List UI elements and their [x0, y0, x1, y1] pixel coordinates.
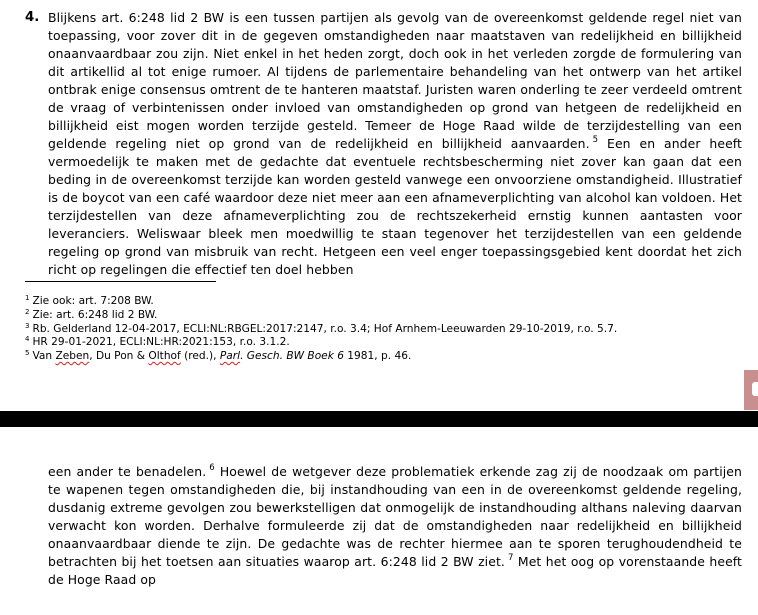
paragraph-number: 4.: [25, 10, 40, 25]
footnote-2: $^2$ Zie: art. 6:248 lid 2 BW.: [25, 307, 158, 321]
footnote-separator: [25, 281, 216, 282]
spellcheck-underline[interactable]: Parl: [219, 350, 241, 363]
side-panel-tab[interactable]: [744, 370, 758, 410]
tab-notch: [752, 382, 758, 396]
footnote-ref-5[interactable]: 5: [592, 135, 599, 145]
footnote-3: $^3$ Rb. Gelderland 12-04-2017, ECLI:NL:RBGEL:2017:2147, r.o. 3.4; Hof Arnhem-Leeuwarden 29-10-2019, r.o. 5.7.: [25, 321, 618, 335]
paragraph-text-part-2: Een en ander heeft vermoedelijk te maken met de gedachte dat eventuele rechtsbescherming niet zover kan gaan dat een beding in de overeenkomst terzijde kan worden gesteld vanwege een onvoorziene omstandigheid. Illustratief is de boycot van een café waardoor deze niet meer aan een afnameverplichting van alcohol kan voldoen. Het terzijdestellen van deze afnameverplichting zou de rechtszekerheid ernstig kunnen aantasten voor leveranciers. Weliswaar bleek men moedwillig te staan tegenover het terzijdestellen van een geldende regeling op grond van misbruik van recht. Hetgeen een veel enger toepassingsgebied kent doordat het zich richt op regelingen die effectief ten doel hebben: [48, 136, 743, 277]
footnotes: [25, 295, 617, 364]
footnote-ref-6[interactable]: 6: [209, 463, 215, 473]
paragraph-continuation: een ander te benadelen. $^6$ Hoewel de wetgever deze problematiek erkende zag zij de noodzaak om partijen te wapenen tegen omstandigheden die, bij instandhouding van een in de overeenkomst geldende regeling, dusdanig extreme gevolgen zou bewerkstelligen dat onmogelijk de instandhouding althans naleving daarvan verwacht kon worden. Derhalve formuleerde zij dat de omstandigheden naar redelijkheid en billijkheid onaanvaardbaar diende te zijn. De gedachte was de rechter hiermee aan te sporen terughoudendheid te betrachten bij het toetsen aan situaties waarop art. 6:248 lid 2 BW ziet. $^7$ Met het oog op vorenstaande heeft de Hoge Raad op: [48, 463, 742, 587]
footnote-5: $^5$ Van Zeben, Du Pon & Olthof (red.), Parl. Gesch. BW Boek 6 1981, p. 46.: [25, 349, 412, 363]
paragraph-text: [48, 9, 742, 279]
spellcheck-underline[interactable]: Zeben: [55, 350, 90, 363]
footnote-ref-7[interactable]: 7: [507, 553, 514, 563]
footnote-4: $^4$ HR 29-01-2021, ECLI:NL:HR:2021:153, r.o. 3.1.2.: [25, 335, 290, 349]
paragraph-text-part-1: Blijkens art. 6:248 lid 2 BW is een tussen partijen als gevolg van de overeenkomst geldende regel niet van toepassing, voor zover dit in de gegeven omstandigheden naar maatstaven van redelijkheid en billijkheid onaanvaardbaar zou zijn. Niet enkel in het heden zorgt, doch ook in het verleden zorgde de formulering van dit artikellid al tot enige rumoer. Al tijdens de parlementaire behandeling van het ontwerp van het artikel ontbrak enige consensus omtrent de te hanteren maatstaf. Juristen waren onderling te zeer verdeeld omtrent de vraag of verbintenissen onder invloed van omstandigheden op grond van hetgeen de redelijkheid en billijkheid eist mogen worden terzijde gesteld. Temeer de Hoge Raad wilde de terzijdestelling van een geldende regeling niet op grond van de redelijkheid en billijkheid aanvaarden.: [48, 10, 742, 151]
spellcheck-underline[interactable]: Olthof: [148, 350, 181, 363]
footnote-1: $^1$ Zie ook: art. 7:208 BW.: [25, 294, 154, 307]
page-break: [0, 411, 758, 427]
